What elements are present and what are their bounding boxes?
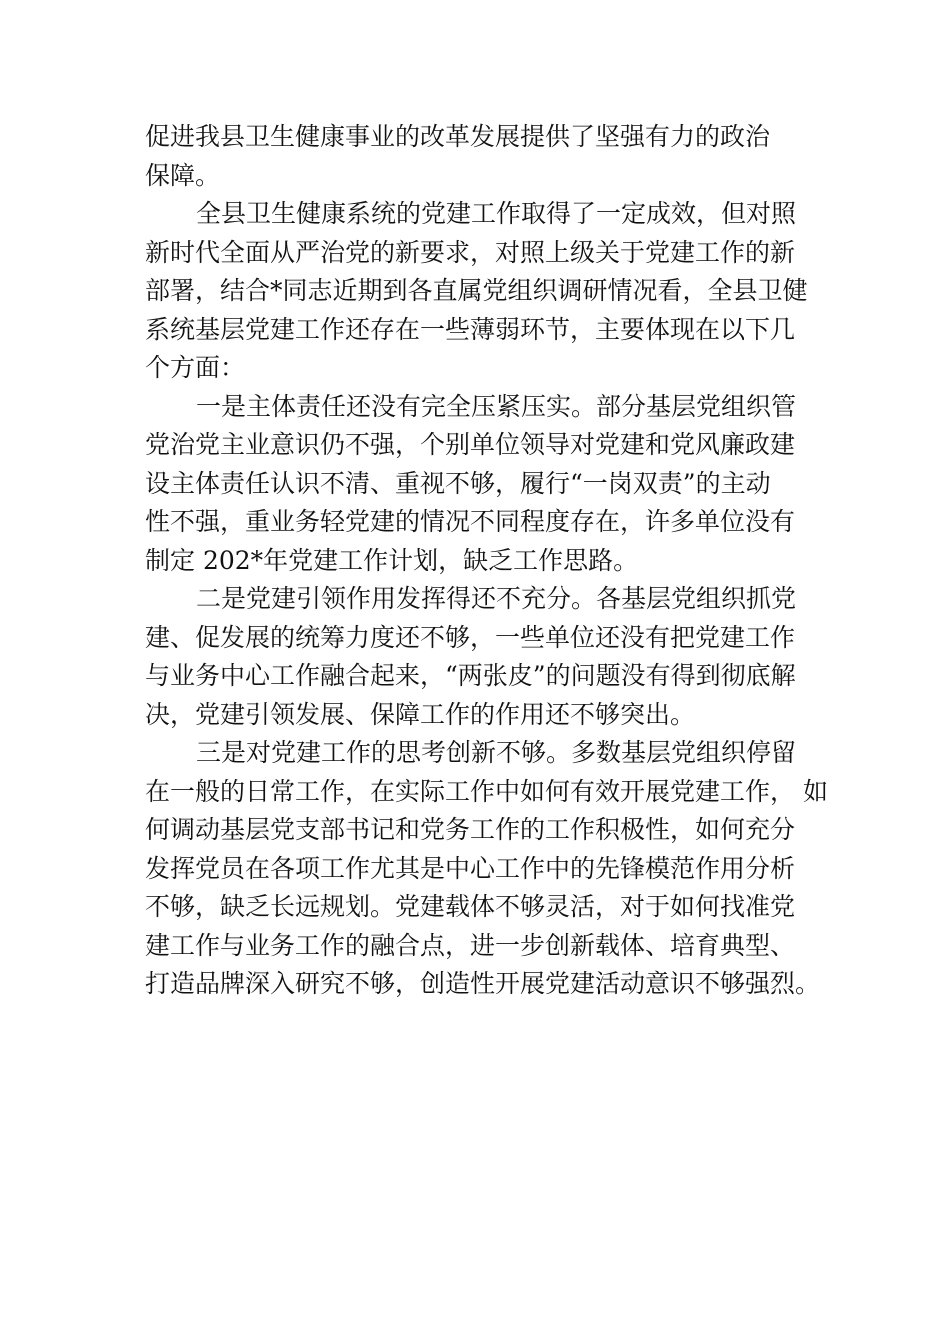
- text-line: 在一般的日常工作，在实际工作中如何有效开展党建工作， 如: [145, 776, 828, 806]
- text-line: 制定 202*年党建工作计划，缺乏工作思路。: [145, 545, 639, 575]
- text-line: 二是党建引领作用发挥得还不充分。各基层党组织抓党: [196, 584, 797, 613]
- document-body: [145, 118, 835, 1004]
- paragraph-point-one: [145, 388, 835, 581]
- text-line: 何调动基层党支部书记和党务工作的工作积极性，如何充分: [145, 815, 796, 844]
- text-line: 党治党主业意识仍不强，个别单位领导对党建和党风廉政建: [145, 430, 796, 459]
- text-line: 不够，缺乏长远规划。党建载体不够灵活，对于如何找准党: [145, 892, 796, 921]
- paragraph-continuation: [145, 118, 835, 195]
- text-line: 三是对党建工作的思考创新不够。多数基层党组织停留: [196, 738, 797, 767]
- text-line: 促进我县卫生健康事业的改革发展提供了坚强有力的政治: [145, 122, 771, 151]
- text-line: 建工作与业务工作的融合点，进一步创新载体、培育典型、: [145, 930, 796, 960]
- text-line: 个方面：: [145, 353, 246, 382]
- text-line: 打造品牌深入研究不够，创造性开展党建活动意识不够强烈。: [145, 969, 821, 998]
- text-line: 保障。: [145, 160, 221, 190]
- paragraph-point-three: [145, 734, 835, 1004]
- text-line: 新时代全面从严治党的新要求，对照上级关于党建工作的新: [145, 237, 796, 267]
- text-line: 设主体责任认识不清、重视不够，履行“一岗双责”的主动: [145, 468, 771, 498]
- text-line: 一是主体责任还没有完全压紧压实。部分基层党组织管: [196, 391, 797, 421]
- paragraph-point-two: [145, 580, 835, 734]
- text-line: 部署，结合*同志近期到各直属党组织调研情况看，全县卫健: [145, 276, 808, 305]
- paragraph-overview: [145, 195, 835, 388]
- text-line: 发挥党员在各项工作尤其是中心工作中的先锋模范作用分析: [145, 853, 796, 883]
- text-line: 决，党建引领发展、保障工作的作用还不够突出。: [145, 699, 696, 729]
- text-line: 建、促发展的统筹力度还不够，一些单位还没有把党建工作: [145, 622, 796, 652]
- text-line: 与业务中心工作融合起来，“两张皮”的问题没有得到彻底解: [145, 661, 796, 690]
- text-line: 系统基层党建工作还存在一些薄弱环节，主要体现在以下几: [145, 314, 796, 344]
- text-line: 性不强，重业务轻党建的情况不同程度存在，许多单位没有: [145, 507, 796, 536]
- text-line: 全县卫生健康系统的党建工作取得了一定成效，但对照: [196, 199, 797, 228]
